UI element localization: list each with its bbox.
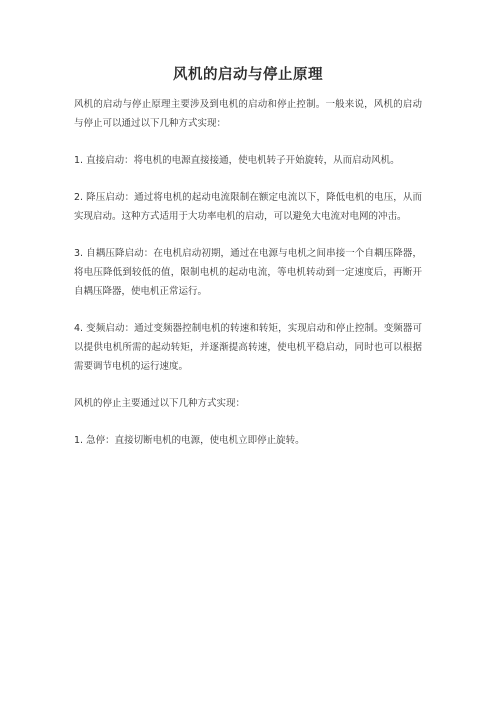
document-title: 风机的启动与停止原理 xyxy=(173,67,323,83)
stop-method-emergency: 1. 急停：直接切断电机的电源，使电机立即停止旋转。 xyxy=(74,435,305,446)
intro-paragraph: 风机的启动与停止原理主要涉及到电机的启动和停止控制。一般来说，风机的启动与停止可以通过以下几种方式实现： xyxy=(74,99,422,129)
start-method-reduced-voltage: 2. 降压启动：通过将电机的起动电流限制在额定电流以下，降低电机的电压，从而实现启动。这种方式适用于大功率电机的启动，可以避免大电流对电网的冲击。 xyxy=(74,192,422,222)
stop-methods-intro: 风机的停止主要通过以下几种方式实现： xyxy=(74,398,246,409)
start-method-direct: 1. 直接启动：将电机的电源直接接通，使电机转子开始旋转，从而启动风机。 xyxy=(74,155,400,166)
start-method-autotransformer: 3. 自耦压降启动：在电机启动初期，通过在电源与电机之间串接一个自耦压降器，将电压降低到较低的值，限制电机的起动电流，等电机转动到一定速度后，再断开自耦压降器，使电机正常运行。 xyxy=(74,248,422,297)
start-method-vfd: 4. 变频启动：通过变频器控制电机的转速和转矩，实现启动和停止控制。变频器可以提供电机所需的起动转矩，并逐渐提高转速，使电机平稳启动，同时也可以根据需要调节电机的运行速度。 xyxy=(74,323,422,372)
